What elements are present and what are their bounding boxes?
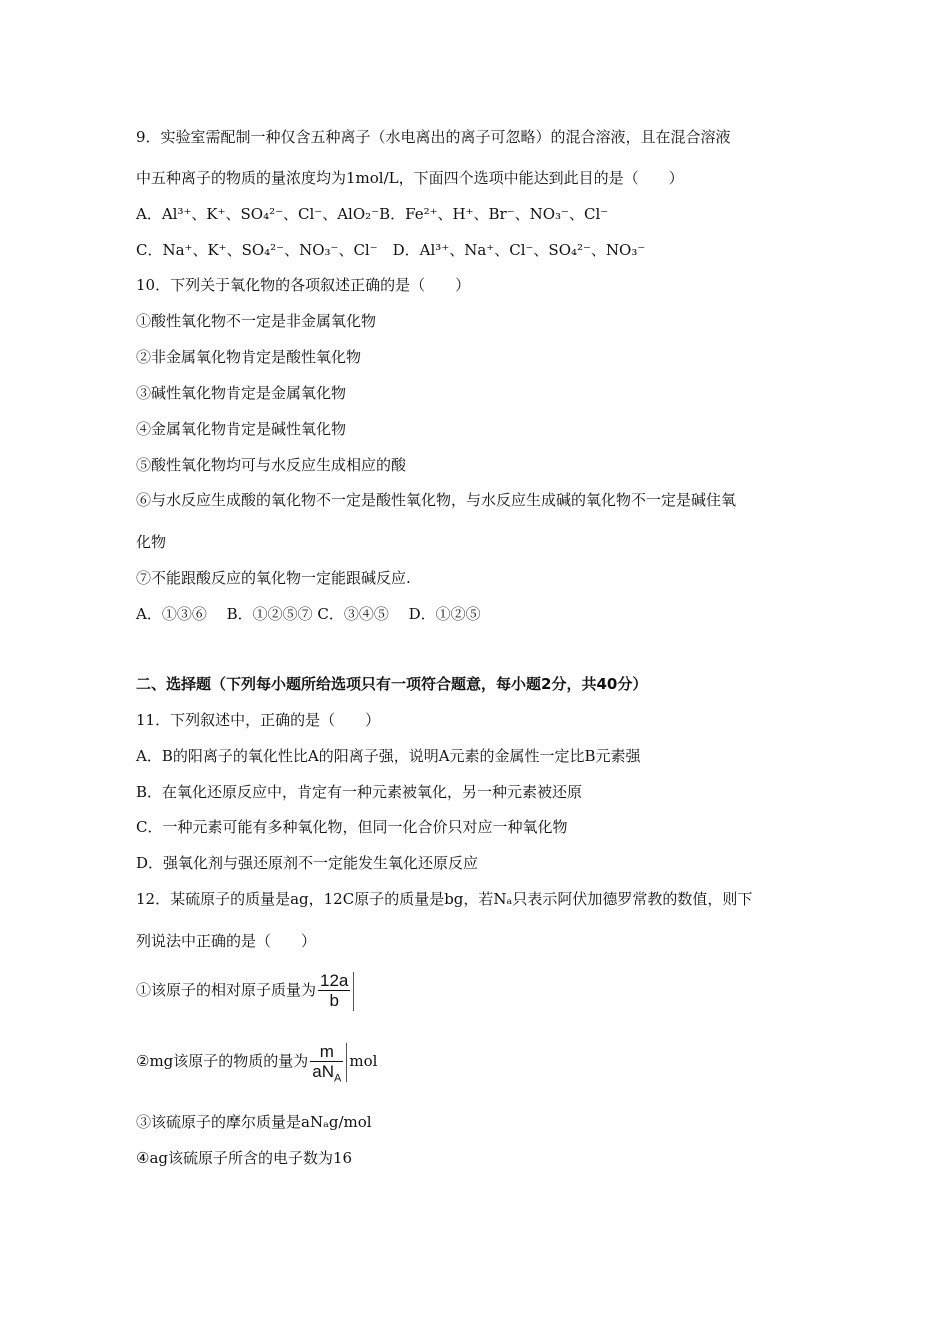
q9-stem-line1: 9．实验室需配制一种仅含五种离子（水电离出的离子可忽略）的混合溶液，且在混合溶液 (136, 128, 731, 146)
q11-option-d: D．强氧化剂与强还原剂不一定能发生氧化还原反应 (136, 854, 479, 872)
q10-options: A．①③⑥ B．①②⑤⑦ C．③④⑤ D．①②⑤ (136, 605, 481, 623)
q9-options-ab: A．Al³⁺、K⁺、SO₄²⁻、Cl⁻、AlO₂⁻B．Fe²⁺、H⁺、Br⁻、NO₃⁻、Cl⁻ (136, 205, 609, 223)
q12-statement-2-unit: mol (349, 1052, 378, 1070)
q12-stem-line2: 列说法中正确的是（ ） (136, 932, 317, 950)
q12-stem-line1: 12．某硫原子的质量是ag，12C原子的质量是bg，若Nₐ只表示阿伏加德罗常教的数值，则下 (136, 890, 753, 908)
q11-stem: 11．下列叙述中，正确的是（ ） (136, 711, 381, 729)
fraction-12a-over-b (318, 972, 354, 1011)
q10-statement-2: ②非金属氧化物肯定是酸性氧化物 (136, 348, 362, 366)
q10-stem: 10．下列关于氧化物的各项叙述正确的是（ ） (136, 276, 471, 294)
fraction-denominator-main: aN (312, 1061, 335, 1081)
q10-statement-4: ④金属氧化物肯定是碱性氧化物 (136, 420, 347, 438)
q10-statement-3: ③碱性氧化物肯定是金属氧化物 (136, 384, 347, 402)
q12-statement-4: ④ag该硫原子所含的电子数为16 (136, 1149, 353, 1167)
fraction-numerator: 12a (320, 970, 349, 990)
q12-statement-2 (136, 1036, 377, 1086)
q11-option-a: A．B的阳离子的氧化性比A的阳离子强，说明A元素的金属性一定比B元素强 (136, 747, 641, 765)
fraction-denominator-subscript: A (334, 1071, 342, 1084)
fraction-m-over-aNA (310, 1043, 347, 1082)
fraction-numerator: m (310, 1043, 343, 1062)
section-2-title: 二、选择题（下列每小题所给选项只有一项符合题意，每小题2分，共40分） (136, 675, 648, 693)
q11-option-b: B．在氧化还原反应中，肯定有一种元素被氧化，另一种元素被还原 (136, 783, 583, 801)
q10-statement-7: ⑦不能跟酸反应的氧化物一定能跟碱反应. (136, 569, 411, 587)
q10-statement-1: ①酸性氧化物不一定是非金属氧化物 (136, 312, 377, 330)
q9-stem-line2: 中五种离子的物质的量浓度均为1mol/L，下面四个选项中能达到此目的是（ ） (136, 169, 684, 187)
fraction-denominator: b (329, 990, 339, 1010)
q11-option-c: C．一种元素可能有多种氧化物，但同一化合价只对应一种氧化物 (136, 818, 568, 836)
q12-statement-1-text: ①该原子的相对原子质量为 (136, 981, 317, 999)
q10-statement-6-line1: ⑥与水反应生成酸的氧化物不一定是酸性氧化物，与水反应生成碱的氧化物不一定是碱住氧 (136, 491, 737, 509)
q12-statement-3: ③该硫原子的摩尔质量是aNₐg/mol (136, 1113, 372, 1131)
q10-statement-5: ⑤酸性氧化物均可与水反应生成相应的酸 (136, 456, 407, 474)
q12-statement-2-text: ②mg该原子的物质的量为 (136, 1052, 309, 1070)
q10-statement-6-line2: 化物 (136, 533, 167, 551)
q12-statement-1 (136, 970, 356, 1011)
fraction-denominator (310, 1062, 343, 1082)
q9-options-cd: C．Na⁺、K⁺、SO₄²⁻、NO₃⁻、Cl⁻ D．Al³⁺、Na⁺、Cl⁻、SO₄²⁻、NO₃⁻ (136, 241, 646, 259)
